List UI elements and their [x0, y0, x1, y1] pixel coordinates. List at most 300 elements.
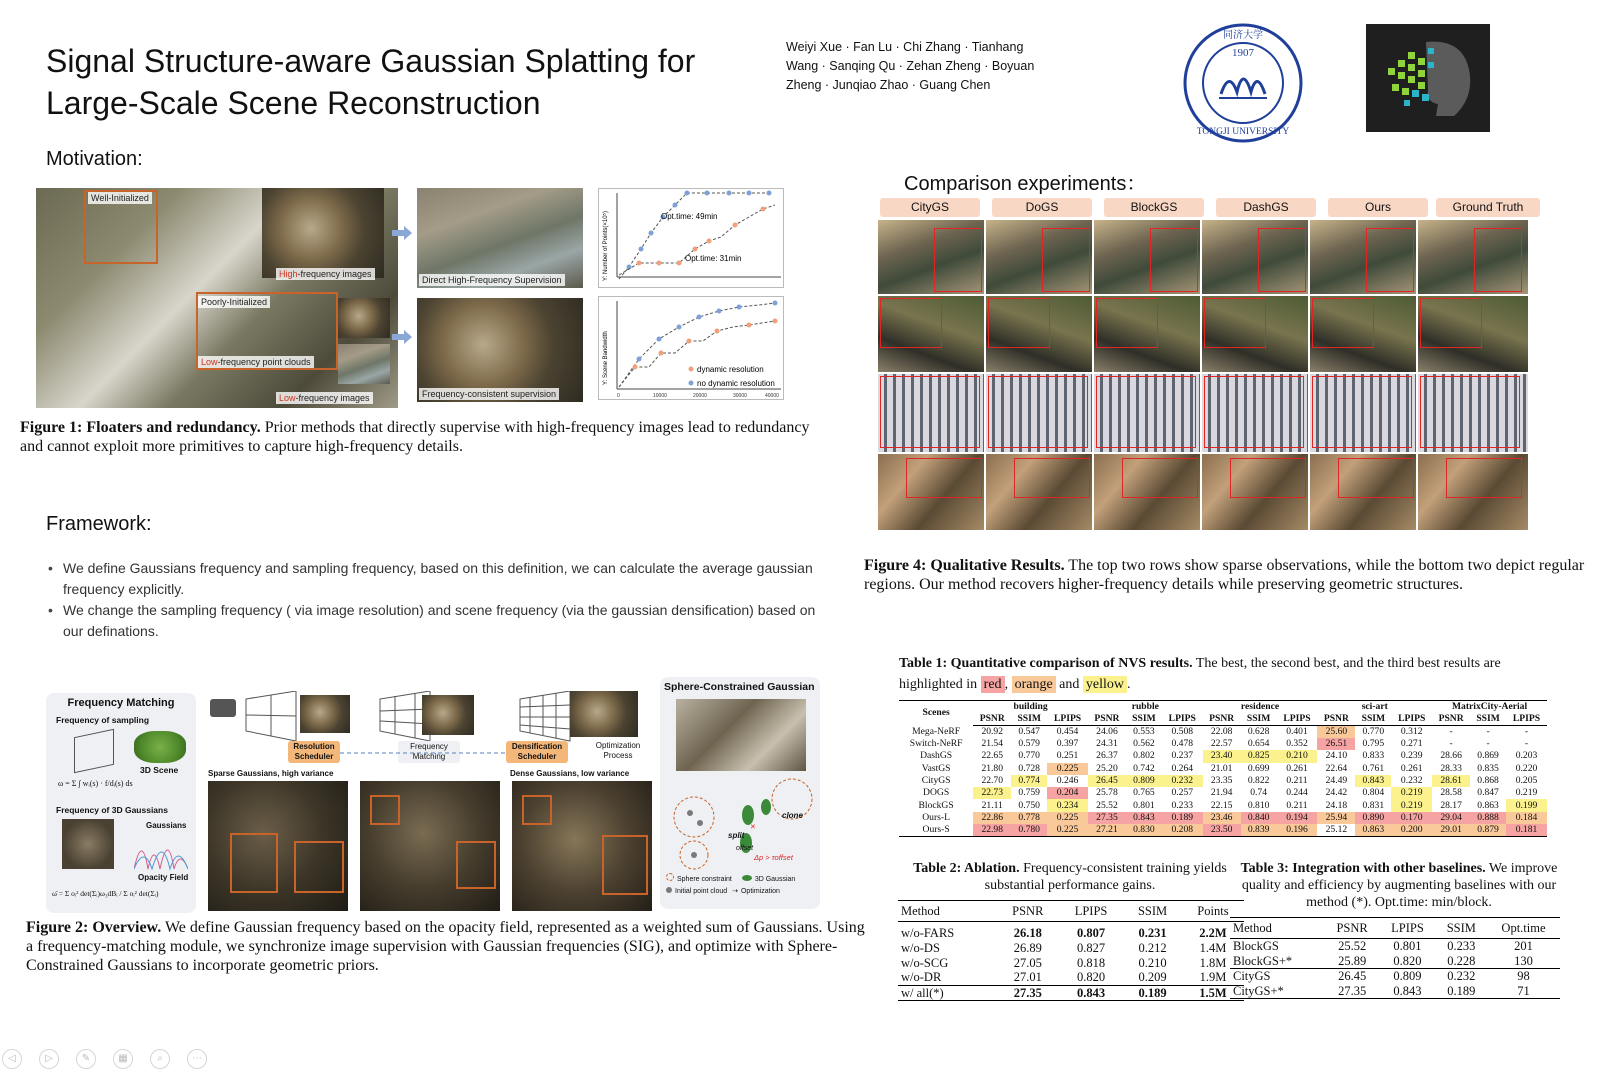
method-cell: CityGS: [921, 775, 951, 787]
authors-line-3: Zheng · Junqiao Zhao · Guang Chen: [786, 78, 991, 92]
column-header: Method: [1230, 918, 1325, 939]
zoom-region-box: [1474, 228, 1522, 292]
value-cell: 25.78: [1096, 787, 1118, 799]
figure-2-caption: Figure 2: Overview. We define Gaussian frequency based on the opacity field, represented as a weighted sum of Gaussians. Using a frequency-matching module, we synchronize image supervision with Gaussian frequencies (SIG), and optimize with Sphere-Constrained Gaussians to incorporate geometric priors.: [26, 919, 865, 974]
metric-header: LPIPS: [1506, 713, 1547, 726]
zoom-icon[interactable]: ⌕: [150, 1049, 170, 1069]
scheduler-diagram: [210, 691, 660, 771]
column-header: LPIPS: [1379, 918, 1435, 939]
value-cell: 0.810: [1247, 799, 1270, 811]
table-row: [1230, 969, 1560, 984]
framework-heading: Framework:: [46, 513, 152, 535]
value-cell: 0.839: [1241, 824, 1277, 837]
zoom-region-box: [1042, 228, 1090, 292]
x-tick: 20000: [693, 393, 707, 399]
value-cell: 0.194: [1277, 812, 1318, 824]
value-cell: 22.64: [1325, 762, 1348, 774]
low-res-thumb: [300, 695, 350, 733]
value-cell: 0.802: [1133, 750, 1155, 762]
value-cell: 25.20: [1096, 762, 1118, 774]
tongji-university-logo: [1181, 22, 1305, 144]
table-cell: 27.35: [1325, 984, 1379, 999]
value-cell: 26.37: [1096, 750, 1118, 762]
metric-header: SSIM: [1470, 713, 1506, 726]
table-cell: 0.209: [1138, 970, 1167, 985]
value-cell: 0.825: [1241, 750, 1277, 762]
table-cell: 26.18: [1013, 926, 1042, 940]
zoom-region-box: [1338, 458, 1414, 498]
framework-bullet-list: [46, 558, 816, 642]
value-cell: -: [1449, 738, 1453, 750]
frequency-consistent-label: Frequency-consistent supervision: [419, 388, 559, 400]
value-cell: 0.830: [1126, 824, 1162, 837]
value-cell: 0.822: [1247, 775, 1270, 787]
table-cell: 1.9M: [1199, 970, 1227, 985]
comparison-cell: [878, 374, 984, 452]
value-cell: 0.199: [1506, 799, 1547, 811]
scene-3d-label: 3D Scene: [140, 765, 179, 775]
table-cell: w/ all(*): [898, 985, 997, 1000]
zoom-region-box: [1096, 376, 1196, 448]
frequency-3d-gaussians-label: Frequency of 3D Gaussians: [56, 805, 168, 815]
value-cell: 28.61: [1432, 775, 1470, 787]
value-cell: 0.208: [1162, 824, 1203, 837]
value-cell: 21.01: [1210, 762, 1233, 774]
qualitative-comparison-grid: [878, 198, 1548, 544]
legend-red: red: [981, 676, 1005, 693]
low-frequency-thumb-2: [338, 344, 390, 384]
zoom-region-box: [1150, 228, 1198, 292]
comparison-cell: [878, 454, 984, 530]
table-cell: BlockGS+*: [1233, 953, 1293, 968]
comparison-cell: [1094, 296, 1200, 372]
value-cell: 23.50: [1203, 824, 1241, 837]
zoom-region-box: [988, 298, 1050, 348]
column-header: SSIM: [1123, 901, 1182, 922]
comparison-cell: [1202, 374, 1308, 452]
scene-header: building: [973, 701, 1088, 714]
value-cell: 0.840: [1241, 812, 1277, 824]
omega-formula: ω = Σ ∫ wᵢ(s) · f/dᵢ(s) ds: [58, 779, 133, 788]
method-tab-dogs: DoGS: [992, 198, 1092, 217]
legend-orange: orange: [1012, 676, 1056, 693]
table-row: [898, 985, 1244, 1000]
value-cell: 24.42: [1325, 787, 1348, 799]
value-cell: 28.58: [1440, 787, 1462, 799]
value-cell: 21.80: [981, 762, 1004, 774]
value-cell: 0.220: [1515, 762, 1538, 774]
title-line-1: Signal Structure-aware Gaussian Splatting for: [46, 43, 696, 79]
value-cell: 0.257: [1171, 787, 1194, 799]
authors-line-1: Weiyi Xue · Fan Lu · Chi Zhang · Tianhang: [786, 40, 1024, 54]
value-cell: 0.553: [1133, 726, 1155, 737]
method-cell: DOGS: [923, 787, 950, 799]
table-row: [899, 824, 1547, 837]
slides-grid-icon[interactable]: ▦: [113, 1049, 133, 1069]
value-cell: 25.94: [1317, 812, 1355, 824]
method-cell: BlockGS: [918, 799, 954, 811]
comparison-cell: [878, 220, 984, 294]
high-frequency-images-label: High-frequency images: [276, 268, 375, 280]
method-cell: VastGS: [921, 762, 951, 774]
value-cell: 0.189: [1162, 812, 1203, 824]
value-cell: 0.454: [1056, 726, 1079, 737]
metric-header: PSNR: [1088, 713, 1126, 726]
value-cell: 26.45: [1088, 775, 1126, 787]
scene-header: residence: [1203, 701, 1318, 714]
value-cell: 0.801: [1133, 799, 1155, 811]
column-header: SSIM: [1436, 918, 1487, 939]
table-cell: 27.05: [1013, 955, 1042, 970]
x-tick: 30000: [733, 393, 747, 399]
high-res-thumb: [570, 691, 638, 737]
metric-header: PSNR: [1317, 713, 1355, 726]
metric-header: LPIPS: [1047, 713, 1088, 726]
value-cell: 28.33: [1440, 762, 1462, 774]
table-cell: CityGS+*: [1230, 984, 1325, 999]
value-cell: 0.210: [1277, 750, 1318, 762]
table-cell: 0.827: [1076, 940, 1106, 955]
method-cell: Ours-S: [899, 824, 973, 837]
opt-time-31-label: Opt.time: 31min: [685, 254, 742, 263]
table-row: [899, 812, 1547, 824]
column-header: Method: [898, 901, 997, 922]
zoom-region-box: [988, 376, 1088, 448]
column-header: LPIPS: [1059, 901, 1123, 922]
value-cell: 0.890: [1355, 812, 1391, 824]
table-cell: 130: [1514, 953, 1533, 968]
method-tab-ours: Ours: [1328, 198, 1428, 217]
table-3-integration: [1230, 917, 1560, 999]
value-cell: 28.66: [1440, 750, 1462, 762]
zoom-region-box: [1204, 376, 1304, 448]
value-cell: 0.835: [1477, 762, 1499, 774]
value-cell: 0.234: [1047, 799, 1088, 811]
scenes-header: Scenes: [899, 701, 973, 726]
value-cell: 0.271: [1400, 738, 1423, 750]
pen-icon[interactable]: ✎: [76, 1049, 96, 1069]
method-tab-dashgs: DashGS: [1216, 198, 1316, 217]
value-cell: 0.225: [1047, 763, 1088, 775]
comparison-cell: [1094, 220, 1200, 294]
table-row: [899, 799, 1547, 811]
value-cell: 26.51: [1317, 738, 1355, 750]
arrow-right-icon: [392, 330, 412, 344]
x-tick: 10000: [653, 393, 667, 399]
points-plot: [598, 188, 784, 288]
legend-dynamic-resolution: dynamic resolution: [697, 365, 764, 374]
low-frequency-points-label: Low-frequency point clouds: [198, 356, 314, 368]
value-cell: 23.46: [1203, 812, 1241, 824]
table-cell: 26.89: [1013, 940, 1042, 955]
value-cell: 0.232: [1400, 775, 1423, 787]
table-cell: 0.807: [1076, 926, 1106, 940]
value-cell: 22.70: [981, 775, 1004, 787]
table-cell: w/o-FARS: [901, 926, 955, 940]
table-cell: 0.232: [1436, 969, 1487, 984]
value-cell: -: [1524, 738, 1529, 750]
metric-header: SSIM: [1126, 713, 1162, 726]
method-tab-ground-truth: Ground Truth: [1436, 198, 1540, 217]
table-cell: 0.801: [1393, 939, 1422, 954]
method-cell: DashGS: [920, 750, 953, 762]
value-cell: 0.847: [1477, 787, 1499, 799]
value-cell: 0.654: [1247, 738, 1270, 750]
dense-gaussians-render: [512, 781, 652, 911]
camera-icon: [210, 699, 236, 717]
prev-slide-icon[interactable]: ◁: [2, 1049, 22, 1069]
value-cell: 23.35: [1210, 775, 1233, 787]
slideshow-toolbar: [2, 1049, 232, 1069]
table-2-ablation: [898, 900, 1244, 1001]
clone-label: clone: [782, 811, 803, 820]
y-axis-points-label: Y: Number of Points(×10⁵): [603, 210, 609, 281]
table-cell: 27.35: [997, 985, 1059, 1000]
value-cell: 0.239: [1400, 750, 1423, 762]
value-cell: 24.10: [1325, 750, 1348, 762]
table-cell: 25.52: [1338, 939, 1367, 954]
value-cell: 0.761: [1362, 762, 1385, 774]
value-cell: 0.579: [1018, 738, 1040, 750]
table-row: [899, 763, 1547, 775]
frequency-consistent-render: [417, 298, 583, 402]
comparison-cell: [878, 296, 984, 372]
table-cell: BlockGS: [1233, 939, 1279, 954]
value-cell: 0.728: [1018, 762, 1040, 774]
value-cell: -: [1449, 726, 1453, 737]
value-cell: 23.40: [1203, 750, 1241, 762]
value-cell: 27.21: [1088, 824, 1126, 837]
method-cell: Ours-L: [922, 811, 950, 823]
value-cell: 24.49: [1325, 775, 1348, 787]
value-cell: 0.219: [1391, 787, 1432, 799]
sampling-grid-icon: [74, 729, 114, 774]
delta-p-label: Δp > τoffset: [754, 853, 793, 862]
value-cell: 0.562: [1133, 738, 1155, 750]
comparison-heading: Comparison experiments：: [904, 173, 1147, 195]
comparison-cell: [1418, 220, 1528, 294]
value-cell: 0.204: [1047, 787, 1088, 799]
value-cell: 24.31: [1096, 738, 1118, 750]
value-cell: 25.52: [1096, 799, 1118, 811]
value-cell: 20.92: [981, 726, 1004, 737]
logo-year: 1907: [1232, 47, 1254, 59]
comparison-cell: [1202, 220, 1308, 294]
initial-point-icon: [666, 887, 672, 893]
value-cell: 0.200: [1391, 824, 1432, 837]
more-options-icon[interactable]: ⋯: [187, 1049, 207, 1069]
table-cell: 0.228: [1447, 953, 1476, 968]
frequency-matching-panel: [46, 693, 196, 913]
table-1-caption: Table 1: Quantitative comparison of NVS results. The best, the second best, and the third best results are highlighted in red , orange and yellow .: [899, 656, 1501, 692]
value-cell: 0.879: [1470, 824, 1506, 837]
table-2-caption: Table 2: Ablation. Frequency-consistent training yields substantial performance gains.: [913, 861, 1227, 893]
svg-text:✕: ✕: [750, 824, 756, 831]
zoom-region-box: [934, 228, 982, 292]
mid-gaussians-render: [360, 781, 500, 911]
value-cell: 0.74: [1250, 787, 1268, 799]
value-cell: 0.770: [1362, 726, 1385, 737]
value-cell: 0.219: [1515, 787, 1538, 799]
table-3-caption: Table 3: Integration with other baselines. We improve quality and efficiency by augmenting baselines with our method (*). Opt.time: min/block.: [1240, 861, 1558, 910]
table-1-nvs-results: [899, 700, 1547, 837]
metric-header: SSIM: [1355, 713, 1391, 726]
frequency-of-sampling-label: Frequency of sampling: [56, 715, 150, 725]
value-cell: -: [1524, 726, 1529, 737]
sphere-constrained-panel: [660, 677, 820, 909]
value-cell: 0.184: [1506, 812, 1547, 824]
table-cell: 0.233: [1447, 939, 1476, 954]
value-cell: 24.06: [1096, 726, 1118, 737]
zoom-region-box: [906, 458, 982, 498]
zoom-region-box: [1014, 458, 1090, 498]
value-cell: 0.759: [1018, 787, 1040, 799]
value-cell: -: [1486, 726, 1490, 737]
value-cell: 0.225: [1047, 824, 1088, 837]
table-cell: 1.5M: [1182, 985, 1244, 1000]
comparison-cell: [1202, 296, 1308, 372]
value-cell: 0.232: [1162, 775, 1203, 787]
value-cell: 0.352: [1286, 738, 1308, 750]
value-cell: 0.211: [1286, 775, 1308, 787]
table-row: [899, 738, 1547, 750]
scene-3d-thumb: [134, 731, 186, 763]
poorly-initialized-label: Poorly-Initialized: [198, 296, 270, 308]
high-frequency-image-inset: [262, 188, 384, 278]
value-cell: 0.770: [1018, 750, 1040, 762]
value-cell: 27.35: [1088, 812, 1126, 824]
value-cell: 0.831: [1362, 799, 1385, 811]
opt-time-49-label: Opt.time: 49min: [661, 212, 718, 221]
column-header: PSNR: [997, 901, 1059, 922]
method-cell: Mega-NeRF: [912, 725, 961, 737]
value-cell: 0.170: [1391, 812, 1432, 824]
value-cell: 0.774: [1011, 775, 1047, 787]
figure-2-overview: [40, 677, 830, 913]
value-cell: 22.65: [981, 750, 1004, 762]
authors-line-2: Wang · Sanqing Qu · Zehan Zheng · Boyuan: [786, 59, 1035, 73]
table-row: [1230, 954, 1560, 969]
value-cell: 22.73: [973, 787, 1011, 799]
zoom-region-box: [1366, 228, 1414, 292]
comparison-cell: [1094, 454, 1200, 530]
next-slide-icon[interactable]: ▷: [39, 1049, 59, 1069]
metric-header: PSNR: [1203, 713, 1241, 726]
value-cell: 22.98: [973, 824, 1011, 837]
gaussian-3d-icon: [742, 875, 752, 881]
split-label: split: [728, 831, 745, 840]
sphere-panel-legend: Sphere constraint 3D Gaussian Initial point cloud ⇢ Optimization: [666, 873, 816, 895]
table-cell: 98: [1487, 969, 1560, 984]
value-cell: 0.843: [1126, 812, 1162, 824]
table-cell: 0.189: [1123, 985, 1182, 1000]
value-cell: 25.60: [1317, 726, 1355, 739]
zoom-region-box: [1258, 228, 1306, 292]
value-cell: 0.742: [1133, 762, 1155, 774]
table-cell: 0.820: [1076, 970, 1106, 985]
value-cell: 0.869: [1477, 750, 1499, 762]
table-row: [898, 922, 1244, 941]
comparison-cell: [1310, 296, 1416, 372]
table-cell: w/o-SCG: [901, 955, 949, 970]
figure-1-caption: Figure 1: Floaters and redundancy. Prior methods that directly supervise with high-frequency images lead to redundancy and cannot exploit more primitives to capture high-frequency details.: [20, 419, 810, 455]
table-cell: 0.809: [1379, 969, 1435, 984]
value-cell: 0.780: [1011, 824, 1047, 837]
table-cell: 0.210: [1138, 955, 1167, 970]
sphere-constrained-title: Sphere-Constrained Gaussian: [664, 681, 815, 693]
value-cell: 0.251: [1056, 750, 1079, 762]
logo-chinese-name: 同济大学: [1223, 30, 1263, 41]
x-tick: 40000: [765, 393, 779, 399]
motivation-heading: Motivation:: [46, 148, 143, 170]
table-cell: 0.818: [1076, 955, 1106, 970]
value-cell: -: [1486, 738, 1490, 750]
zoom-region-box: [1122, 458, 1198, 498]
value-cell: 0.778: [1011, 812, 1047, 824]
table-cell: 2.2M: [1199, 926, 1227, 940]
table-cell: 0.189: [1436, 984, 1487, 999]
low-frequency-images-label: Low-frequency images: [276, 392, 373, 404]
value-cell: 0.244: [1286, 787, 1308, 799]
zoom-region-box: [880, 376, 980, 448]
title-line-2: Large-Scale Scene Reconstruction: [46, 85, 541, 121]
opacity-field-label: Opacity Field: [138, 873, 189, 882]
value-cell: 0.261: [1400, 762, 1423, 774]
column-header: Opt.time: [1487, 918, 1560, 939]
zoom-region-box: [1312, 376, 1412, 448]
metric-header: PSNR: [973, 713, 1011, 726]
table-row: [898, 970, 1244, 985]
bandwidth-plot: [598, 296, 784, 400]
resolution-scheduler-box: Resolution Scheduler: [288, 741, 340, 763]
dense-gaussians-label: Dense Gaussians, low variance: [510, 769, 630, 778]
value-cell: 0.203: [1515, 750, 1538, 762]
densification-scheduler-box: Densification Scheduler: [506, 741, 568, 763]
value-cell: 0.765: [1133, 787, 1155, 799]
metric-header: SSIM: [1011, 713, 1047, 726]
direct-high-frequency-render: [417, 188, 583, 288]
figure-1-floaters: [36, 188, 806, 416]
poster-title: [46, 40, 766, 124]
table-cell: 0.843: [1379, 984, 1435, 999]
table-cell: 25.89: [1338, 953, 1367, 968]
table-row: [899, 750, 1547, 762]
comparison-cell: [986, 296, 1092, 372]
sphere-constraint-icon: [666, 873, 674, 881]
zoom-region-box: [1312, 298, 1374, 348]
method-cell: Switch-NeRF: [909, 738, 963, 750]
comparison-cell: [1418, 296, 1528, 372]
well-initialized-label: Well-Initialized: [88, 192, 152, 204]
comparison-cell: [1310, 454, 1416, 530]
value-cell: 21.94: [1210, 787, 1233, 799]
mid-res-thumb: [422, 695, 474, 735]
opacity-field-plot: [134, 831, 188, 871]
value-cell: 0.888: [1470, 812, 1506, 824]
value-cell: 25.12: [1317, 824, 1355, 837]
scene-header: rubble: [1088, 701, 1203, 714]
scene-header: sci-art: [1317, 701, 1432, 714]
value-cell: 0.205: [1515, 775, 1538, 787]
value-cell: 0.843: [1355, 775, 1391, 787]
zoom-region-box: [880, 298, 942, 348]
value-cell: 0.233: [1171, 799, 1194, 811]
table-row: [899, 775, 1547, 787]
value-cell: 0.219: [1391, 799, 1432, 811]
comparison-cell: [986, 374, 1092, 452]
value-cell: 28.17: [1440, 799, 1462, 811]
comparison-cell: [1310, 220, 1416, 294]
